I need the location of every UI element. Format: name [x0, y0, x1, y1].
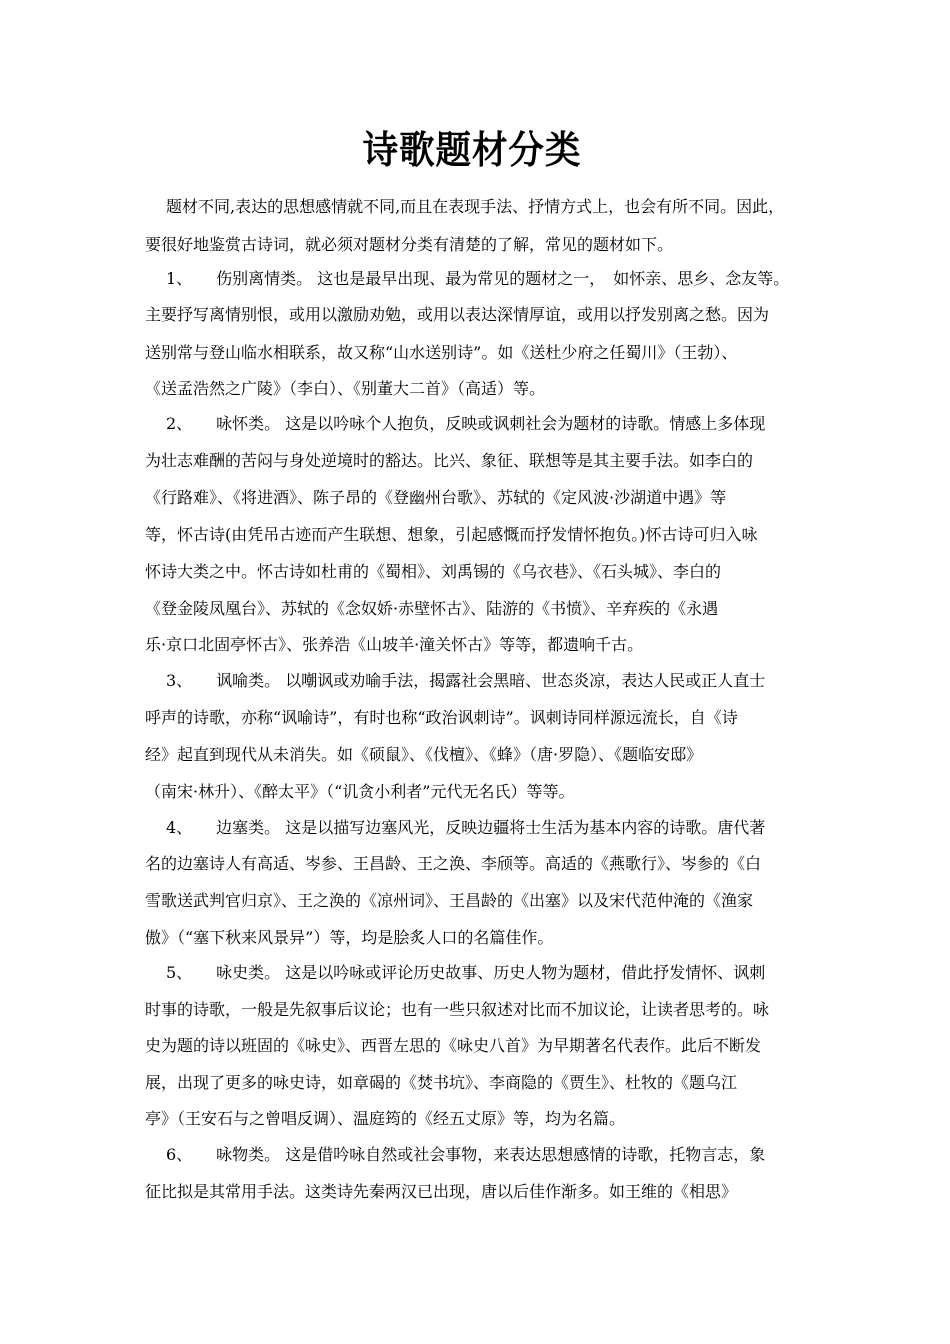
section-1-line: 《送孟浩然之广陵》（李白）、《别董大二首》（高适）等。 — [145, 379, 546, 398]
section-6-heading-line: 6、 咏物类。 这是借吟咏自然或社会事物，来表达思想感情的诗歌，托物言志，象 — [166, 1145, 766, 1164]
section-2-line: 《登金陵凤凰台》、苏轼的《念奴娇·赤壁怀古》、陆游的《书愤》、辛弃疾的《永遇 — [145, 599, 719, 618]
section-3-line: 呼声的诗歌，亦称“讽喻诗”，有时也称“政治讽刺诗”。讽刺诗同样源远流长，自《诗 — [145, 708, 738, 727]
section-2-line: 怀诗大类之中。怀古诗如杜甫的《蜀相》、刘禹锡的《乌衣巷》、《石头城》、李白的 — [145, 562, 722, 581]
section-1-line: 送别常与登山临水相联系，故又称“山水送别诗”。如《送杜少府之任蜀川》（王勃）、 — [145, 343, 738, 362]
section-2-line: 等，怀古诗(由凭吊古迹而产生联想、想象，引起感慨而抒发情怀抱负。)怀古诗可归入咏 — [145, 525, 758, 544]
intro-line-2: 要很好地鉴赏古诗词，就必须对题材分类有清楚的了解，常见的题材如下。 — [145, 235, 674, 254]
section-5-line: 史为题的诗以班固的《咏史》、西晋左思的《咏史八首》为早期著名代表作。此后不断发 — [145, 1036, 762, 1055]
section-4-heading-line: 4、 边塞类。 这是以描写边塞风光，反映边疆将士生活为基本内容的诗歌。唐代著 — [166, 818, 766, 837]
section-5-line: 展，出现了更多的咏史诗，如章碣的《焚书坑》、李商隐的《贾生》、杜牧的《题乌江 — [145, 1073, 738, 1092]
section-2-heading-line: 2、 咏怀类。 这是以吟咏个人抱负，反映或讽刺社会为题材的诗歌。情感上多体现 — [166, 414, 766, 433]
section-5-heading-line: 5、 咏史类。 这是以吟咏或评论历史故事、历史人物为题材，借此抒发情怀、讽刺 — [166, 963, 766, 982]
section-1-heading-line: 1、 伤别离情类。 这也是最早出现、最为常见的题材之一， 如怀亲、思乡、念友等。 — [166, 269, 790, 288]
section-6-line: 征比拟是其常用手法。这类诗先秦两汉已出现，唐以后佳作渐多。如王维的《相思》 — [145, 1182, 738, 1201]
page-title: 诗歌题材分类 — [362, 127, 582, 172]
section-2-line: 《行路难》、《将进酒》、陈子昂的《登幽州台歌》、苏轼的《定风波·沙湖道中遇》等 — [145, 488, 727, 507]
section-1-line: 主要抒写离情别恨，或用以激励劝勉，或用以表达深情厚谊，或用以抒发别离之愁。因为 — [145, 305, 770, 324]
section-2-line: 乐·京口北固亭怀古》、张养浩《山坡羊·潼关怀古》等等，都遗响千古。 — [145, 635, 644, 654]
intro-line-1: 题材不同,表达的思想感情就不同,而且在表现手法、抒情方式上，也会有所不同。因此， — [166, 197, 785, 216]
section-3-line: 经》起直到现代从未消失。如《硕鼠》、《伐檀》、《蜂》（唐·罗隐）、《题临安邸》 — [145, 745, 703, 764]
section-3-heading-line: 3、 讽喻类。 以嘲讽或劝喻手法，揭露社会黑暗、世态炎凉，表达人民或正人直士 — [166, 671, 766, 690]
section-4-line: 雪歌送武判官归京》、王之涣的《凉州词》、王昌龄的《出塞》以及宋代范仲淹的《渔家 — [145, 891, 754, 910]
section-2-line: 为壮志难酬的苦闷与身处逆境时的豁达。比兴、象征、联想等是其主要手法。如李白的 — [145, 451, 754, 470]
section-3-line: （南宋·林升）、《醉太平》（“讥贪小利者”元代无名氏）等等。 — [145, 782, 575, 801]
section-5-line: 时事的诗歌，一般是先叙事后议论；也有一些只叙述对比而不加议论，让读者思考的。咏 — [145, 1000, 770, 1019]
section-5-line: 亭》（王安石与之曾唱反调）、温庭筠的《经五丈原》等，均为名篇。 — [145, 1109, 626, 1128]
section-4-line: 名的边塞诗人有高适、岑参、王昌龄、王之涣、李颀等。高适的《燕歌行》、岑参的《白 — [145, 854, 762, 873]
section-4-line: 傲》（“塞下秋来风景异”）等，均是脍炙人口的名篇佳作。 — [145, 928, 554, 947]
